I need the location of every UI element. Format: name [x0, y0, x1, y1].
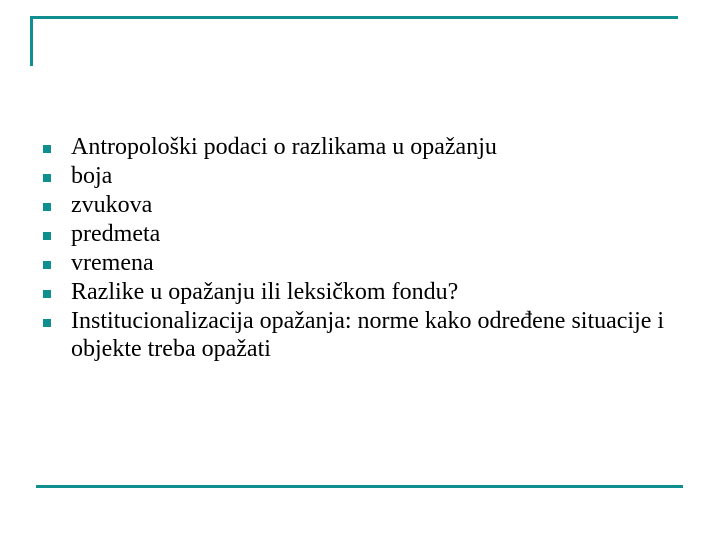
square-bullet-icon	[43, 290, 51, 298]
bullet-text: vremena	[71, 250, 154, 276]
bullet-text: Antropološki podaci o razlikama u opažanju	[71, 134, 497, 160]
square-bullet-icon	[43, 174, 51, 182]
bullet-list	[40, 133, 680, 364]
bullet-item	[40, 133, 680, 161]
square-bullet-icon	[43, 261, 51, 269]
bullet-text: zvukova	[71, 192, 153, 218]
bullet-item	[40, 249, 680, 277]
square-bullet-icon	[43, 145, 51, 153]
bullet-item	[40, 162, 680, 190]
frame-left-rule	[30, 16, 33, 66]
bullet-item	[40, 191, 680, 219]
bullet-text: Institucionalizacija opažanja: norme kako određene situacije i objekte treba opažati	[71, 308, 665, 362]
frame-bottom-rule	[36, 485, 683, 488]
bullet-item	[40, 278, 680, 306]
square-bullet-icon	[43, 203, 51, 211]
bullet-text: Razlike u opažanju ili leksičkom fondu?	[71, 279, 459, 305]
bullet-text: boja	[71, 163, 113, 189]
bullet-item	[40, 220, 680, 248]
frame-top-rule	[30, 16, 678, 19]
bullet-text: predmeta	[71, 221, 161, 247]
square-bullet-icon	[43, 319, 51, 327]
square-bullet-icon	[43, 232, 51, 240]
bullet-item	[40, 307, 680, 363]
